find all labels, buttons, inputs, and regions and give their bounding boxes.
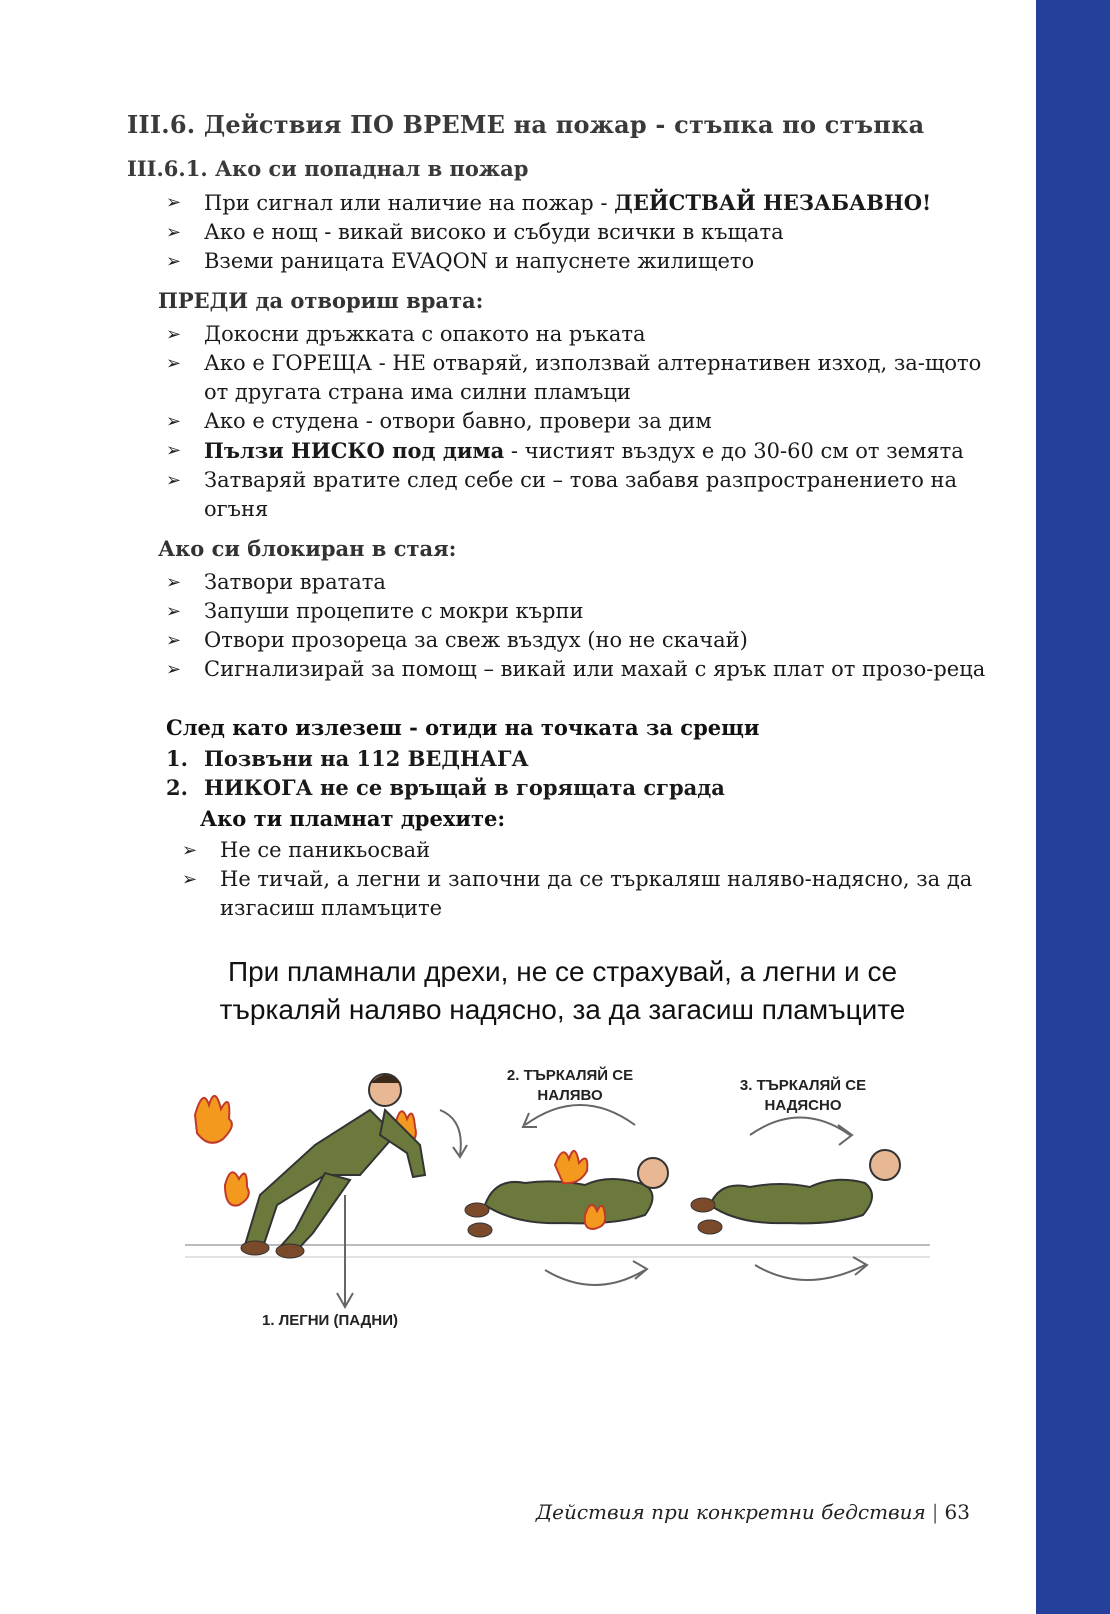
blocked-list — [166, 568, 1006, 684]
list-item: ➢ Отвори прозореца за свеж въздух (но не скачай) — [166, 626, 1006, 655]
step-label-3b: НАДЯСНО — [764, 1097, 842, 1114]
list-item: ➢ Сигнализирай за помощ – викай или махай с ярък плат от прозо-реца — [166, 655, 1006, 684]
arrow-bullet-icon: ➢ — [166, 440, 182, 461]
list-item: 1. Позвъни на 112 ВЕДНАГА — [166, 746, 529, 771]
action-list — [166, 188, 1006, 276]
list-item: 2. НИКОГА не се връщай в горящата сграда — [166, 775, 725, 800]
side-color-band — [1036, 0, 1110, 1614]
arrow-bullet-icon: ➢ — [166, 470, 182, 491]
list-item: ➢ Вземи раницата EVAQON и напуснете жилището — [166, 247, 1006, 276]
arrow-bullet-icon: ➢ — [166, 222, 182, 243]
rolling-left-figure — [465, 1151, 668, 1237]
curved-arrow-icon — [750, 1118, 852, 1146]
arrow-bullet-icon: ➢ — [166, 572, 182, 593]
step-label-2: 2. ТЪРКАЛЯЙ СЕ — [506, 1067, 634, 1084]
footer-separator: | — [931, 1500, 939, 1524]
page-footer — [536, 1500, 970, 1524]
curved-arrow-icon — [440, 1110, 467, 1157]
arrow-bullet-icon: ➢ — [166, 601, 182, 622]
list-item: ➢ Ако е нощ - викай високо и събуди всички в къщата — [166, 218, 1006, 247]
step-label-3: 3. ТЪРКАЛЯЙ СЕ — [739, 1077, 867, 1094]
list-item: ➢ Затвори вратата — [166, 568, 1006, 597]
illustration-title: При пламнали дрехи, не се страхувай, а легни и се търкаляй наляво надясно, за да загасиш пламъците — [219, 956, 906, 1025]
blocked-title: Ако си блокиран в стая: — [158, 536, 457, 561]
door-list — [166, 320, 1006, 524]
arrow-bullet-icon: ➢ — [166, 411, 182, 432]
list-item: ➢ При сигнал или наличие на пожар - ДЕЙСТВАЙ НЕЗАБАВНО! — [166, 190, 932, 215]
clothes-title: Ако ти пламнат дрехите: — [200, 806, 506, 831]
curved-arrow-icon — [523, 1105, 635, 1127]
rolling-right-figure — [691, 1150, 900, 1234]
numbered-list — [166, 744, 1006, 802]
down-arrow-icon — [337, 1195, 353, 1307]
arrow-bullet-icon: ➢ — [166, 324, 182, 345]
section-heading: III.6. Действия ПО ВРЕМЕ на пожар - стъпка по стъпка — [127, 110, 925, 139]
page-number: 63 — [944, 1500, 970, 1524]
list-item: ➢ Пълзи НИСКО под дима - чистият въздух е до 30-60 см от земята — [166, 438, 964, 463]
falling-person-figure — [195, 1074, 425, 1258]
curved-arrow-icon — [755, 1257, 867, 1280]
curved-arrow-icon — [545, 1261, 647, 1285]
subsection-heading: III.6.1. Ако си попаднал в пожар — [127, 156, 529, 181]
list-item: ➢ Не тичай, а легни и започни да се търкаляш наляво-надясно, за да изгасиш пламъците — [182, 867, 973, 920]
list-item: ➢ Запуши процепите с мокри кърпи — [166, 597, 1006, 626]
after-exit-title: След като излезеш - отиди на точката за срещи — [166, 715, 760, 740]
clothes-list — [182, 836, 1006, 923]
arrow-bullet-icon: ➢ — [166, 192, 182, 213]
list-item: ➢ Ако е студена - отвори бавно, провери за дим — [166, 407, 1006, 436]
list-item: ➢ Затваряй вратите след себе си – това забавя разпространението на огъня — [166, 468, 958, 521]
step-label-2b: НАЛЯВО — [537, 1087, 603, 1104]
arrow-bullet-icon: ➢ — [182, 840, 198, 861]
arrow-bullet-icon: ➢ — [166, 251, 182, 272]
arrow-bullet-icon: ➢ — [166, 659, 182, 680]
list-item: ➢ Не се паникьосвай — [182, 836, 1006, 865]
footer-chapter-title: Действия при конкретни бедствия — [535, 1500, 926, 1524]
arrow-bullet-icon: ➢ — [182, 869, 198, 890]
list-item: ➢ Ако е ГОРЕЩА - НЕ отваряй, използвай алтернативен изход, за-щото от другата страна има силни пламъци — [166, 351, 982, 404]
list-item: ➢ Докосни дръжката с опакото на ръката — [166, 320, 1006, 349]
stop-drop-roll-illustration — [185, 1055, 945, 1335]
step-label-1: 1. ЛЕГНИ (ПАДНИ) — [262, 1312, 398, 1329]
before-door-title: ПРЕДИ да отвориш врата: — [158, 288, 484, 313]
arrow-bullet-icon: ➢ — [166, 630, 182, 651]
arrow-bullet-icon: ➢ — [166, 353, 182, 374]
